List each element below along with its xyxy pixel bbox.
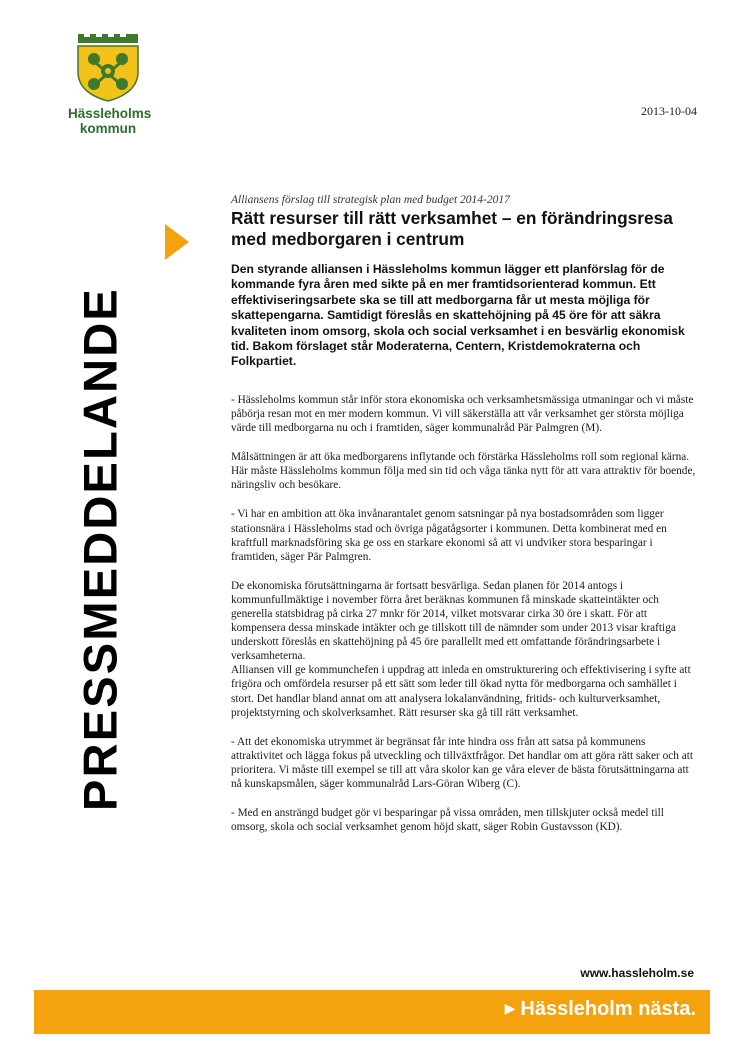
coat-of-arms-icon: [70, 34, 146, 102]
press-release-date: 2013-10-04: [641, 104, 697, 118]
article-paragraph: - Med en ansträngd budget gör vi besparingar på vissa områden, men tillskjuter också medel till omsorg, skola och social verksamhet genom höjd skatt, säger Robin Gustavsson (KD).: [231, 807, 664, 834]
logo-name-line1: Hässleholms: [68, 106, 152, 121]
footer-banner: [34, 990, 710, 1034]
article-kicker: Alliansens förslag till strategisk plan med budget 2014-2017: [231, 194, 510, 206]
article: [231, 194, 699, 849]
article-paragraph: - Att det ekonomiska utrymmet är begränsat får inte hindra oss från att satsa på kommunens attraktivitet och lägga fokus på utveckling och tillväxtfrågor. Det handlar om att göra rätt saker och att prioritera. Vi måste till exempel se till att våra skolor kan ge våra elever de bästa förutsättningarna att nå kunskapsmålen, säger kommunalråd Lars-Göran Wiberg (C).: [231, 735, 694, 790]
slogan: [505, 998, 696, 1021]
pressmeddelande-label: PRESSMEDDELANDE: [73, 287, 127, 811]
article-paragraph: Alliansen vill ge kommunchefen i uppdrag att inleda en omstrukturering och effektivisering i syfte att frigöra och omfördela resurser på ett sätt som leder till ökad nytta för medborgarna och samhället i stort. Det handlar bland annat om att analysera lokalanvändning, fritids- och kulturverksamhet, projektstyrning och skolverksamhet. Rätt resurser ska gå till rätt verksamhet.: [231, 664, 691, 719]
website-link[interactable]: www.hassleholm.se: [580, 966, 694, 980]
article-paragraph: De ekonomiska förutsättningarna är fortsatt besvärliga. Sedan planen för 2014 antogs i kommunfullmäktige i november förra året beräknas kommunen få minskade skatteintäkter och generella statsbidrag på cirka 27 mnkr för 2014, vilket motsvarar cirka 30 öre i skatt. För att kompensera dessa minskade intäkter och ge tillskott till de nämnder som under 2013 visar kraftiga underskott föreslås en skattehöjning på 45 öre parallellt med ett omfattande förändringsarbete i verksamheterna.: [231, 579, 676, 663]
article-headline: Rätt resurser till rätt verksamhet – en förändringsresa med medborgaren i centrum: [231, 208, 673, 249]
orange-arrow-icon: [165, 224, 189, 260]
article-paragraph: - Vi har en ambition att öka invånarantalet genom satsningar på nya bostadsområden som ligger stationsnära i Hässleholms stad och övriga pågatågsorter i kommunen. Detta kombinerat med en kraftfull marknadsföring ska ge oss en starkare ekonomi så att vi undviker stora besparingar i framtiden, säger Pär Palmgren.: [231, 508, 667, 563]
municipality-logo: [68, 34, 152, 136]
play-triangle-icon: ▶: [504, 1000, 516, 1016]
article-paragraph: Målsättningen är att öka medborgarens inflytande och förstärka Hässleholms roll som regional kärna. Här måste Hässleholms kommun följa med sin tid och våga tänka nytt för att vara attraktiv för boende, näringsliv och besökare.: [231, 451, 696, 492]
vertical-title: [74, 234, 126, 864]
article-lead: Den styrande alliansen i Hässleholms kommun lägger ett planförslag för de kommande fyra åren med sikte på en mer framtidsorienterad kommun. Ett effektiviseringsarbete ska se till att medborgarna får ut mesta möjliga för skattepengarna. Samtidigt föreslås en skattehöjning på 45 öre för att säkra kvaliteten inom omsorg, skola och social verksamhet i en besvärlig ekonomisk tid. Bakom förslaget står Moderaterna, Centern, Kristdemokraterna och Folkpartiet.: [231, 262, 685, 369]
slogan-text: Hässleholm nästa.: [520, 998, 696, 1020]
article-paragraph: - Hässleholms kommun står inför stora ekonomiska och verksamhetsmässiga utmaningar och vi måste påbörja resan mot en mer modern kommun. Vi vill säkerställa att vår verksamhet ger största möjliga värde till medborgarna nu och i framtiden, säger kommunalråd Pär Palmgren (M).: [231, 393, 694, 435]
logo-name-line2: kommun: [79, 121, 137, 136]
